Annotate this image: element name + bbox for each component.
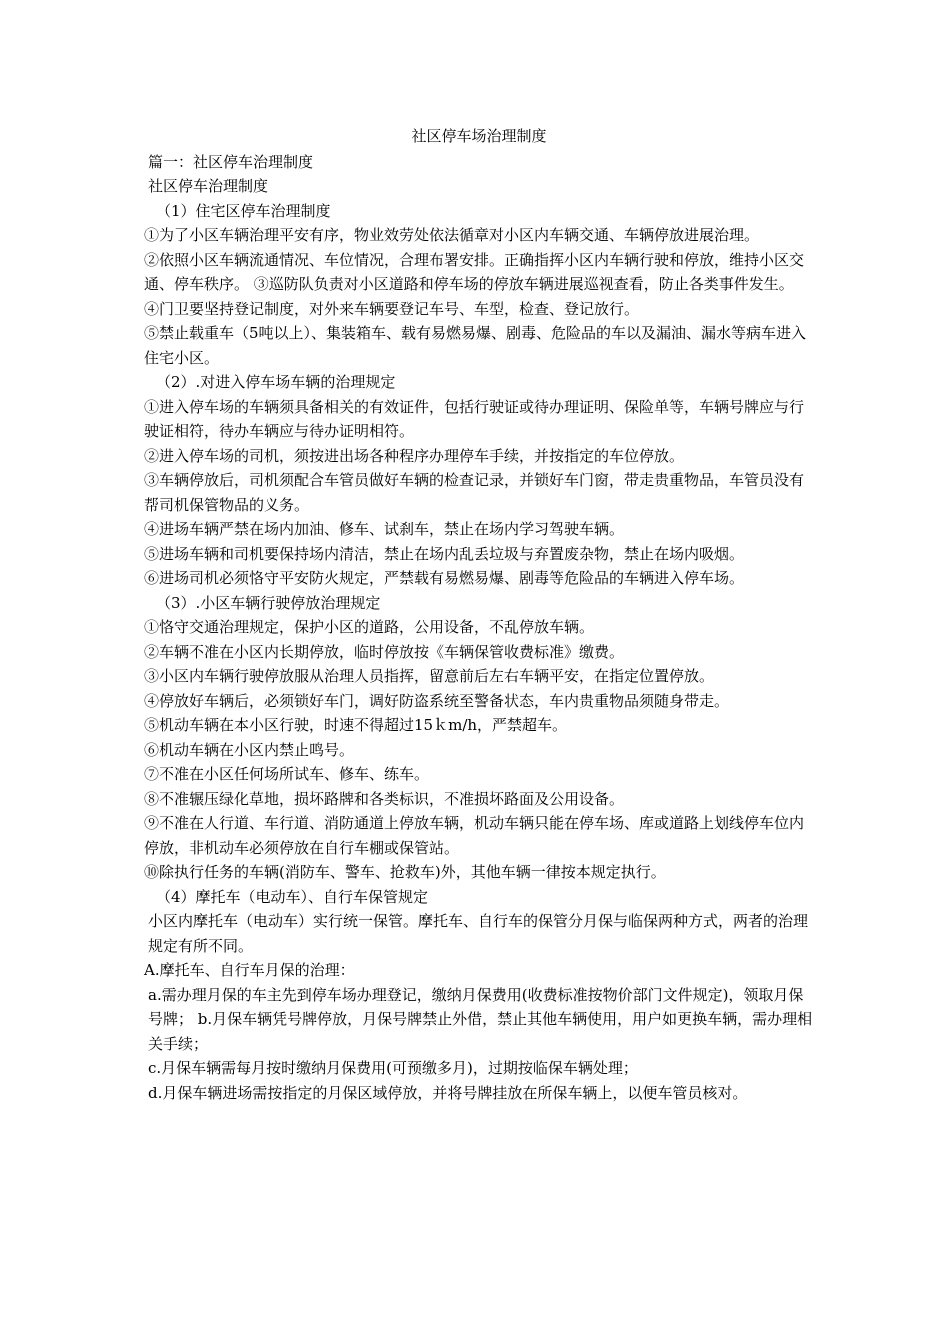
paragraph: ④门卫要坚持登记制度，对外来车辆要登记车号、车型，检查、登记放行。 — [144, 299, 640, 318]
paragraph: ①为了小区车辆治理平安有序，物业效劳处依法循章对小区内车辆交通、车辆停放进展治理。 — [144, 226, 760, 244]
paragraph: （3）.小区车辆行驶停放治理规定 — [156, 593, 381, 612]
paragraph: ⑨不准在人行道、车行道、消防通道上停放车辆，机动车辆只能在停车场、库或道路上划线停车位内停放，非机动车必须停放在自行车棚或保管站。 — [144, 814, 805, 857]
paragraph: d.月保车辆进场需按指定的月保区域停放，并将号牌挂放在所保车辆上，以便车管员核对。 — [148, 1083, 748, 1102]
paragraph: ⑤禁止载重车（5吨以上）、集装箱车、载有易燃易爆、剧毒、危险品的车以及漏油、漏水等病车进入住宅小区。 — [144, 324, 807, 367]
paragraph: （1）住宅区停车治理制度 — [156, 201, 331, 220]
paragraph: ②依照小区车辆流通情况、车位情况，合理布署安排。正确指挥小区内车辆行驶和停放，维持小区交通、停车秩序。 ③巡防队负责对小区道路和停车场的停放车辆进展巡视查看，防止各类事件发生。 — [144, 250, 805, 293]
paragraph: c.月保车辆需每月按时缴纳月保费用(可预缴多月)，过期按临保车辆处理； — [148, 1059, 638, 1077]
paragraph: ⑧不准辗压绿化草地，损坏路牌和各类标识，不准损坏路面及公用设备。 — [144, 789, 625, 808]
paragraph: a.需办理月保的车主先到停车场办理登记，缴纳月保费用(收费标准按物价部门文件规定)，领取月保号牌； b.月保车辆凭号牌停放，月保号牌禁止外借，禁止其他车辆使用，用户如更换车辆，需办理相关手续； — [148, 985, 813, 1053]
paragraph: ⑩除执行任务的车辆(消防车、警车、抢救车)外，其他车辆一律按本规定执行。 — [144, 863, 666, 881]
paragraph: ④进场车辆严禁在场内加油、修车、试刹车，禁止在场内学习驾驶车辆。 — [144, 520, 625, 538]
paragraph: ③车辆停放后，司机须配合车管员做好车辆的检查记录，并锁好车门窗，带走贵重物品，车管员没有帮司机保管物品的义务。 — [144, 471, 805, 514]
paragraph: ①进入停车场的车辆须具备相关的有效证件，包括行驶证或待办理证明、保险单等，车辆号牌应与行驶证相符，待办车辆应与待办证明相符。 — [144, 397, 805, 440]
paragraph: ④停放好车辆后，必须锁好车门，调好防盗系统至警备状态，车内贵重物品须随身带走。 — [144, 691, 730, 710]
paragraph: ⑥进场司机必须恪守平安防火规定，严禁载有易燃易爆、剧毒等危险品的车辆进入停车场。 — [144, 569, 745, 587]
paragraph: 小区内摩托车（电动车）实行统一保管。摩托车、自行车的保管分月保与临保两种方式，两者的治理规定有所不同。 — [148, 912, 809, 955]
paragraph: ②进入停车场的司机，须按进出场各种程序办理停车手续，并按指定的车位停放。 — [144, 446, 685, 465]
paragraph: ⑤机动车辆在本小区行驶，时速不得超过15ｋm/h，严禁超车。 — [144, 716, 568, 734]
paragraph: ⑦不准在小区任何场所试车、修车、练车。 — [144, 765, 430, 783]
paragraph: ⑤进场车辆和司机要保持场内清洁，禁止在场内乱丢垃圾与弃置废杂物，禁止在场内吸烟。 — [144, 544, 745, 563]
document-title: 社区停车场治理制度 — [411, 127, 547, 145]
paragraph: ②车辆不准在小区内长期停放，临时停放按《车辆保管收费标准》缴费。 — [144, 642, 625, 661]
paragraph: 社区停车治理制度 — [148, 177, 269, 195]
paragraph: ③小区内车辆行驶停放服从治理人员指挥，留意前后左右车辆平安，在指定位置停放。 — [144, 667, 715, 685]
paragraph: ①恪守交通治理规定，保护小区的道路，公用设备，不乱停放车辆。 — [144, 618, 595, 636]
paragraph: ⑥机动车辆在小区内禁止鸣号。 — [144, 740, 355, 759]
document-page — [144, 124, 814, 1105]
document-body — [144, 150, 814, 1106]
paragraph: （2）.对进入停车场车辆的治理规定 — [156, 373, 396, 391]
paragraph: 篇一：社区停车治理制度 — [148, 152, 314, 171]
paragraph: A.摩托车、自行车月保的治理： — [144, 961, 355, 979]
paragraph: （4）摩托车（电动车）、自行车保管规定 — [156, 887, 429, 906]
